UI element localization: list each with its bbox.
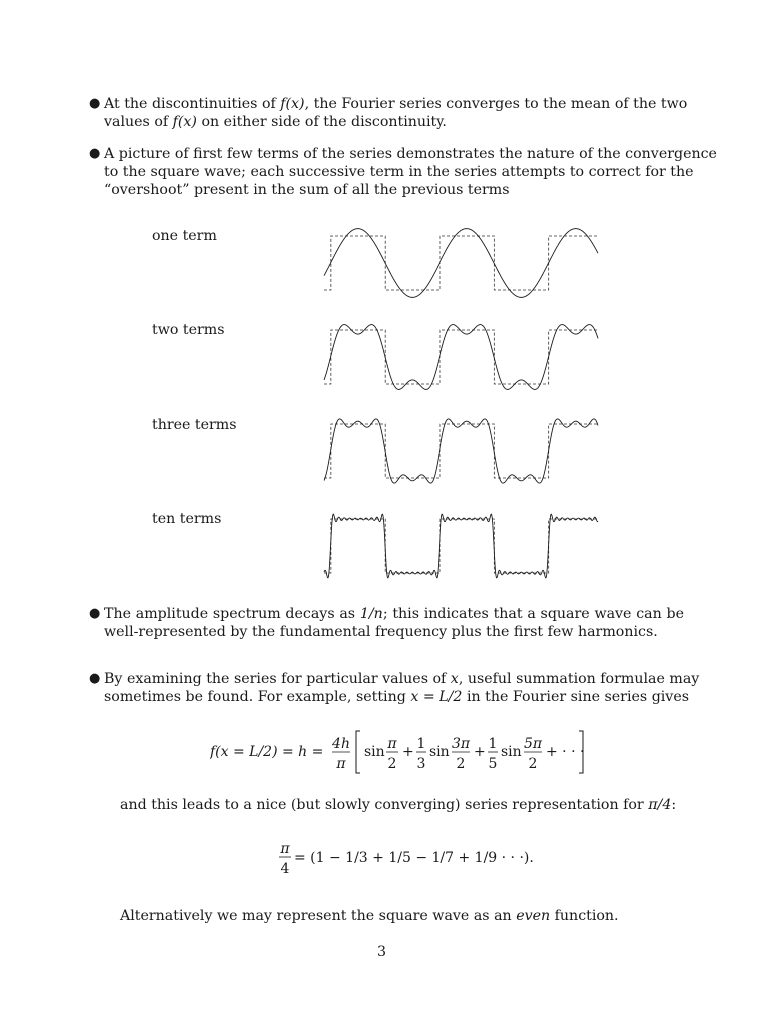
fraction-num: 5π (523, 736, 543, 752)
text-line: to the square wave; each successive term in the series attempts to correct for the (104, 164, 694, 180)
text-line: At the discontinuities of f(x), the Fourier series converges to the mean of the two (104, 96, 688, 112)
equation-pi-over-four (278, 838, 538, 878)
bullet-item (89, 670, 700, 706)
fourier-plot-ten-terms (320, 505, 602, 585)
fraction-den: 2 (456, 756, 466, 772)
equation-rhs: = (1 − 1/3 + 1/5 − 1/7 + 1/9 · · ·). (294, 850, 534, 866)
fourier-plot-two-terms (320, 316, 602, 396)
square-wave-reference (324, 519, 598, 573)
text-line: well-represented by the fundamental frequency plus the first few harmonics. (104, 624, 658, 640)
text-line: By examining the series for particular values of x, useful summation formulae may (104, 671, 700, 687)
equation-coef-den: π (336, 756, 346, 772)
equation-coef-num: 4h (332, 736, 350, 752)
graph-label-two-terms: two terms (152, 322, 225, 338)
bullet-marker: ● (89, 146, 101, 161)
square-wave-reference (324, 236, 598, 290)
fraction-den: 2 (387, 756, 397, 772)
plus-sign: + (402, 744, 414, 760)
fraction-num: 1 (416, 736, 426, 752)
fourier-partial-sum-curve (324, 325, 598, 390)
fraction-num: π (387, 736, 397, 752)
fourier-plot-one-term (320, 222, 602, 302)
page-number: 3 (377, 944, 387, 960)
square-wave-reference (324, 424, 598, 478)
fourier-partial-sum-curve (324, 229, 598, 298)
text-line: Alternatively we may represent the square wave as an even function. (120, 908, 619, 924)
bullet-item (89, 605, 684, 641)
fraction-num: 1 (488, 736, 498, 752)
equation-tail: + · · · (546, 744, 585, 760)
fourier-partial-sum-curve (324, 419, 598, 483)
fourier-plot-three-terms (320, 410, 602, 490)
fraction-num: 3π (451, 736, 471, 752)
equation-series-at-half-L (210, 728, 600, 776)
plot-svg (320, 410, 602, 490)
text-line: “overshoot” present in the sum of all the previous terms (104, 182, 510, 198)
text-line: A picture of first few terms of the series demonstrates the nature of the convergence (104, 146, 717, 162)
fraction-den: 4 (280, 861, 290, 877)
plot-svg (320, 316, 602, 396)
equation-sin-1: sin (364, 744, 385, 760)
bullet-marker: ● (89, 606, 101, 621)
square-wave-reference (324, 330, 598, 384)
text-line: sometimes be found. For example, setting x = L/2 in the Fourier sine series gives (104, 689, 690, 705)
fraction-den: 3 (416, 756, 426, 772)
equation-lhs: f(x = L/2) = h = (210, 744, 324, 760)
bullet-marker: ● (89, 671, 101, 686)
plus-sign: + (474, 744, 486, 760)
plot-svg (320, 505, 602, 585)
bullet-item (89, 95, 688, 131)
text-line: The amplitude spectrum decays as 1/n; this indicates that a square wave can be (104, 606, 684, 622)
bullet-marker: ● (89, 96, 101, 111)
text-line: values of f(x) on either side of the discontinuity. (104, 114, 447, 130)
graph-label-one-term: one term (152, 228, 217, 244)
graph-label-ten-terms: ten terms (152, 511, 222, 527)
text-line: and this leads to a nice (but slowly converging) series representation for π/4: (120, 797, 677, 813)
plot-svg (320, 222, 602, 302)
equation-sin-2: sin (429, 744, 450, 760)
graph-label-three-terms: three terms (152, 417, 237, 433)
fraction-den: 5 (488, 756, 498, 772)
bullet-item (89, 145, 717, 199)
fraction-num: π (280, 841, 290, 857)
equation-sin-3: sin (501, 744, 522, 760)
fourier-partial-sum-curve (324, 514, 598, 578)
fraction-den: 2 (528, 756, 538, 772)
